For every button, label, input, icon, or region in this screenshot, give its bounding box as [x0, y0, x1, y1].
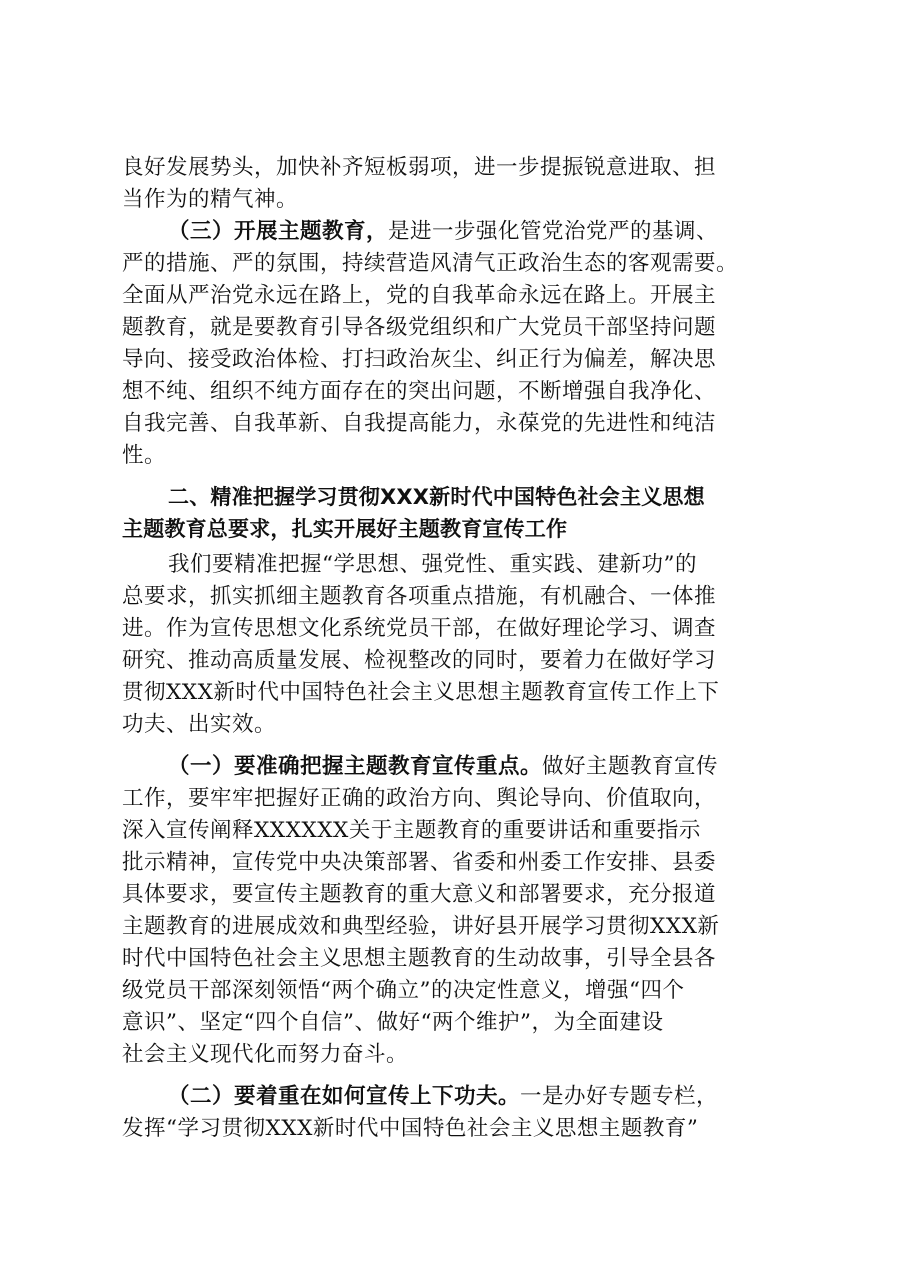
subsection-1-lead-rest: 做好主题教育宣传	[542, 754, 719, 779]
body-text-line: 总要求，抓实抓细主题教育各项重点措施，有机融合、一体推	[122, 584, 717, 609]
body-text-line: 性。	[122, 443, 167, 468]
section-heading-2-cont: 主题教育总要求，扎实开展好主题教育宣传工作	[122, 517, 568, 541]
body-text-line: 级党员干部深刻领悟“两个确立”的决定性意义，增强“四个	[122, 978, 685, 1003]
body-text-line: 严的措施、严的氛围，持续营造风清气正政治生态的客观需要。	[122, 251, 739, 276]
body-text-line: 具体要求，要宣传主题教育的重大意义和部署要求，充分报道	[122, 882, 717, 907]
body-text-line: 我们要精准把握“学思想、强党性、重实践、建新功”的	[168, 552, 697, 577]
body-text-line: 主题教育的进展成效和典型经验，讲好县开展学习贯彻XXX新	[122, 914, 720, 939]
body-text-line: 社会主义现代化而努力奋斗。	[122, 1042, 409, 1067]
section-heading-2: 二、精准把握学习贯彻XXX新时代中国特色社会主义思想	[168, 485, 705, 509]
body-text-line: 当作为的精气神。	[122, 187, 299, 212]
body-text-line: 发挥“学习贯彻XXX新时代中国特色社会主义思想主题教育”	[122, 1116, 699, 1141]
body-text-line: 时代中国特色社会主义思想主题教育的生动故事，引导全县各	[122, 946, 717, 971]
body-text-line: 研究、推动高质量发展、检视整改的同时，要着力在做好学习	[122, 648, 717, 673]
body-text-line: 想不纯、组织不纯方面存在的突出问题，不断增强自我净化、	[122, 379, 717, 404]
body-text-line: 自我完善、自我革新、自我提高能力，永葆党的先进性和纯洁	[122, 411, 717, 436]
body-text-line: 题教育，就是要教育引导各级党组织和广大党员干部坚持问题	[122, 315, 717, 340]
subsection-2-lead-rest: 一是办好专题专栏，	[520, 1084, 719, 1109]
subsection-2-lead-line	[168, 1082, 718, 1112]
subsection-1-lead-line	[168, 752, 718, 782]
section-3-lead-rest: 是进一步强化管党治党严的基调、	[388, 219, 719, 244]
body-text-line: 贯彻XXX新时代中国特色社会主义思想主题教育宣传工作上下	[122, 680, 720, 705]
body-text-line: 功夫、出实效。	[122, 712, 277, 737]
subsection-2-lead: （二）要着重在如何宣传上下功夫。	[168, 1084, 521, 1109]
section-3-lead: （三）开展主题教育，	[168, 219, 389, 244]
body-text-line: 工作，要牢牢把握好正确的政治方向、舆论导向、价值取向，	[122, 786, 717, 811]
section-3-lead-line	[168, 217, 718, 247]
body-text-line: 导向、接受政治体检、打扫政治灰尘、纠正行为偏差，解决思	[122, 347, 717, 372]
body-text-line: 批示精神，宣传党中央决策部署、省委和州委工作安排、县委	[122, 850, 717, 875]
body-text-line: 良好发展势头，加快补齐短板弱项，进一步提振锐意进取、担	[122, 155, 717, 180]
body-text-line: 意识”、坚定“四个自信”、做好“两个维护”，为全面建设	[122, 1010, 664, 1035]
body-text-line: 进。作为宣传思想文化系统党员干部，在做好理论学习、调查	[122, 616, 717, 641]
body-text-line: 全面从严治党永远在路上，党的自我革命永远在路上。开展主	[122, 283, 717, 308]
body-text-line: 深入宣传阐释XXXXXX关于主题教育的重要讲话和重要指示	[122, 818, 701, 843]
subsection-1-lead: （一）要准确把握主题教育宣传重点。	[168, 754, 543, 779]
